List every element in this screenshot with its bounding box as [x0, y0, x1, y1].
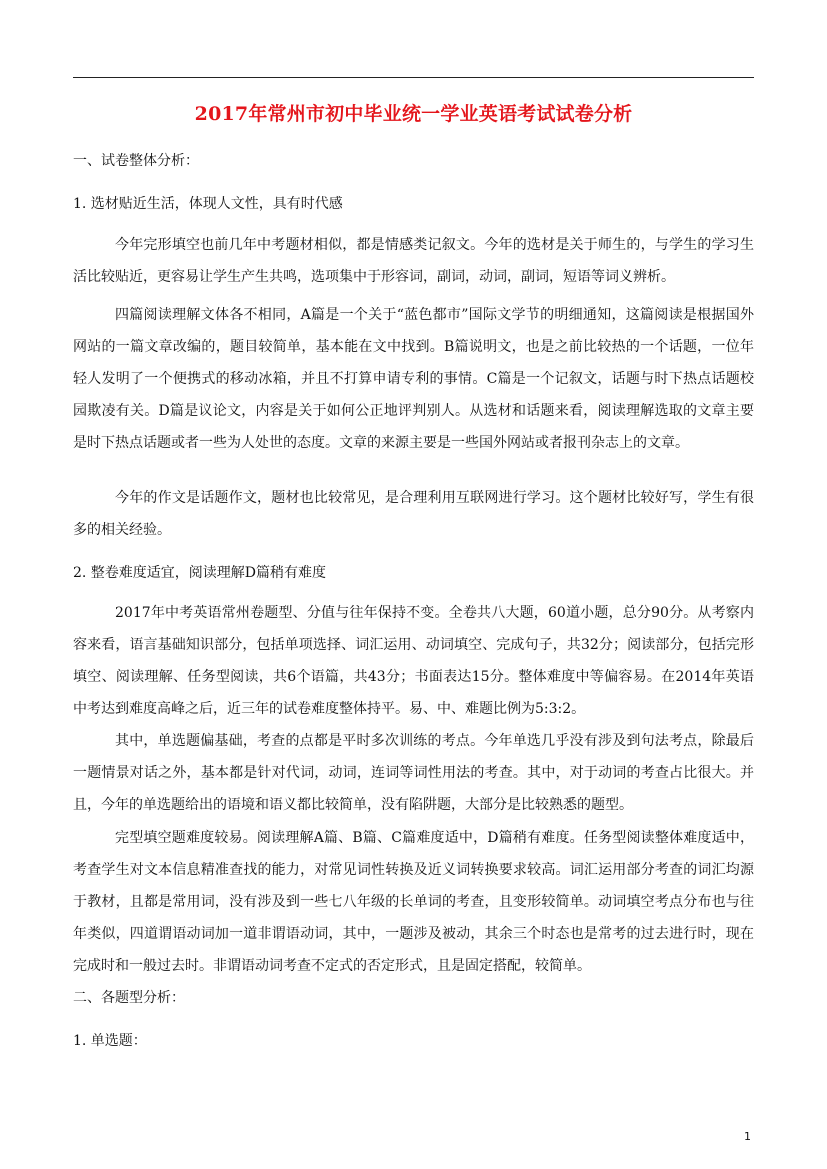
paragraph-question-types: 完型填空题难度较易。阅读理解A篇、B篇、C篇难度适中，D篇稍有难度。任务型阅读整体难度适中，考查学生对文本信息精准查找的能力，对常见词性转换及近义词转换要求较高。词汇运用部分考查的词汇均源于教材，且都是常用词，没有涉及到一些七八年级的长单词的考查，且变形较简单。动词填空考点分布也与往年类似，四道谓语动词加一道非谓语动词，其中，一题涉及被动，其余三个时态也是常考的过去进行时，现在完成时和一般过去时。非谓语动词考查不定式的否定形式，且是固定搭配，较简单。	[73, 830, 754, 974]
paragraph-writing: 今年的作文是话题作文，题材也比较常见，是合理利用互联网进行学习。这个题材比较好写，学生有很多的相关经验。	[73, 490, 754, 538]
page-number: 1	[744, 1130, 751, 1143]
paragraph-cloze: 今年完形填空也前几年中考题材相似，都是情感类记叙文。今年的选材是关于师生的，与学生的学习生活比较贴近，更容易让学生产生共鸣，选项集中于形容词，副词，动词，副词，短语等词义辨析。	[73, 237, 754, 285]
paragraph-difficulty: 2017年中考英语常州卷题型、分值与往年保持不变。全卷共八大题，60道小题，总分90分。从考察内容来看，语言基础知识部分，包括单项选择、词汇运用、动词填空、完成句子，共32分；阅读部分，包括完形填空、阅读理解、任务型阅读，共6个语篇，共43分；书面表达15分。整体难度中等偏容易。在2014年英语中考达到难度高峰之后，近三年的试卷难度整体持平。易、中、难题比例为5:3:2。	[73, 605, 754, 717]
section-heading-types: 二、各题型分析：	[73, 990, 185, 1006]
section-heading-overall: 一、试卷整体分析：	[73, 153, 199, 169]
page-title: 2017年常州市初中毕业统一学业英语考试试卷分析	[194, 103, 633, 125]
header-rule	[73, 77, 754, 78]
point-heading-2: 2. 整卷难度适宜，阅读理解D篇稍有难度	[73, 565, 327, 581]
paragraph-single-choice: 其中，单选题偏基础，考查的点都是平时多次训练的考点。今年单选几乎没有涉及到句法考点，除最后一题情景对话之外，基本都是针对代词，动词，连词等词性用法的考查。其中，对于动词的考查占比很大。并且，今年的单选题给出的语境和语义都比较简单，没有陷阱题，大部分是比较熟悉的题型。	[73, 733, 754, 813]
point-heading-1: 1. 选材贴近生活，体现人文性，具有时代感	[73, 196, 343, 212]
paragraph-reading: 四篇阅读理解文体各不相同，A篇是一个关于“蓝色都市”国际文学节的明细通知，这篇阅读是根据国外网站的一篇文章改编的，题目较简单，基本能在文中找到。B篇说明文，也是之前比较热的一个话题，一位年轻人发明了一个便携式的移动冰箱，并且不打算申请专利的事情。C篇是一个记叙文，话题与时下热点话题校园欺凌有关。D篇是议论文，内容是关于如何公正地评判别人。从选材和话题来看，阅读理解选取的文章主要是时下热点话题或者一些为人处世的态度。文章的来源主要是一些国外网站或者报刊杂志上的文章。	[73, 307, 754, 451]
point-heading-3: 1. 单选题：	[73, 1033, 147, 1049]
